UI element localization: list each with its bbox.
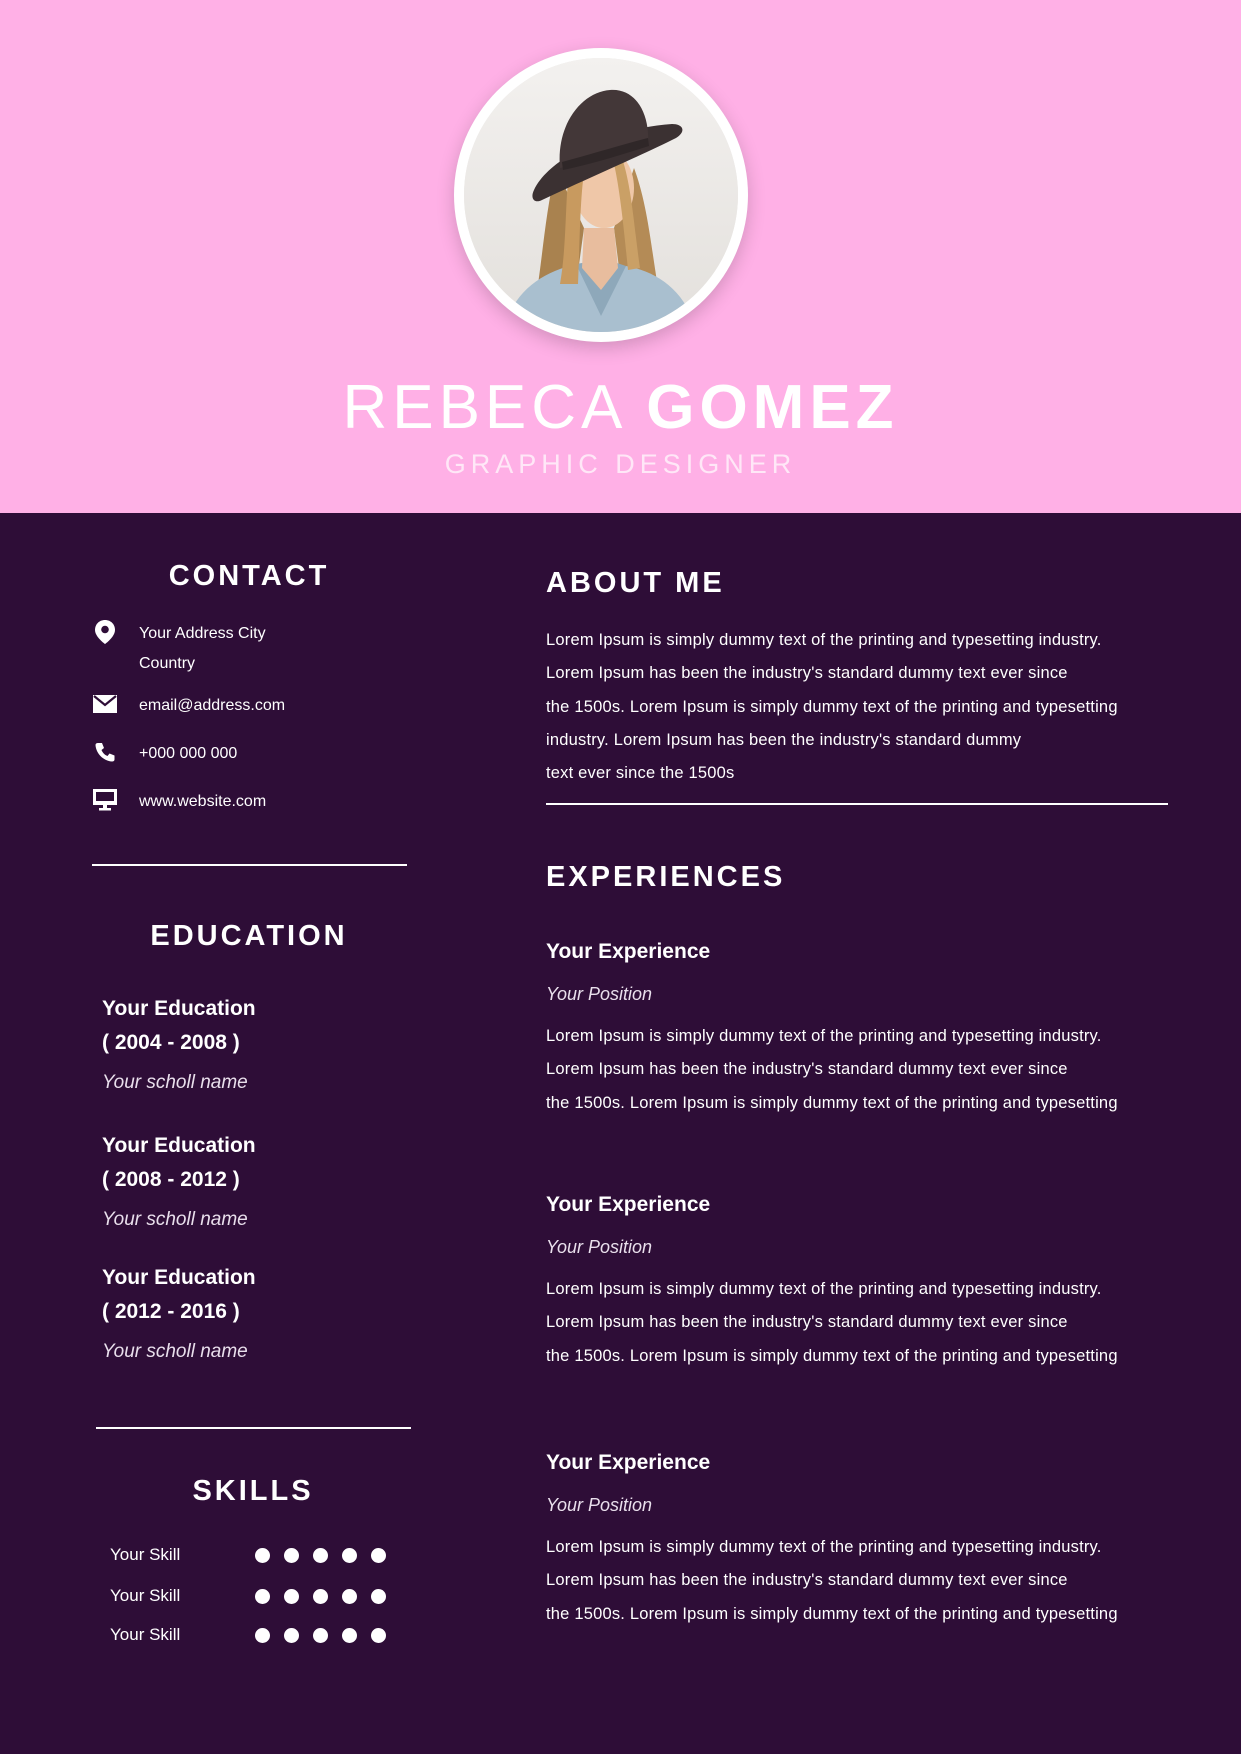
skill-row	[110, 1620, 400, 1650]
education-name: Your Education	[102, 1134, 256, 1157]
first-name: REBECA	[342, 373, 624, 442]
envelope-icon	[92, 691, 118, 717]
education-years: ( 2004 - 2008 )	[102, 1031, 240, 1054]
phone-icon	[92, 739, 118, 765]
experience-line: Lorem Ipsum is simply dummy text of the printing and typesetting industry.	[546, 1538, 1102, 1556]
education-years: ( 2012 - 2016 )	[102, 1300, 240, 1323]
experiences-heading: EXPERIENCES	[546, 861, 786, 893]
skill-dot	[284, 1548, 299, 1563]
experience-line: Lorem Ipsum has been the industry's standard dummy text ever since	[546, 1060, 1068, 1079]
skill-dot	[313, 1628, 328, 1643]
experience-line: Lorem Ipsum has been the industry's standard dummy text ever since	[546, 1571, 1068, 1590]
school-name: Your scholl name	[102, 1209, 248, 1230]
experience-title: Your Experience	[546, 940, 711, 963]
skill-dot	[313, 1589, 328, 1604]
skill-dot	[342, 1589, 357, 1604]
experience-position: Your Position	[546, 984, 653, 1004]
school-name: Your scholl name	[102, 1341, 248, 1362]
skill-dot	[255, 1628, 270, 1643]
last-name: GOMEZ	[646, 373, 899, 442]
contact-divider	[92, 864, 407, 866]
contact-heading: CONTACT	[168, 560, 330, 592]
skill-dot	[284, 1589, 299, 1604]
header-band	[0, 0, 1241, 513]
skill-row	[110, 1540, 400, 1570]
experience-line: the 1500s. Lorem Ipsum is simply dummy text of the printing and typesetting	[546, 1093, 1118, 1112]
education-item	[102, 1261, 432, 1369]
skill-level-dots	[255, 1589, 400, 1604]
about-text	[546, 624, 1196, 790]
education-divider	[96, 1427, 411, 1429]
experience-description	[546, 1531, 1196, 1631]
school-name: Your scholl name	[102, 1072, 248, 1093]
about-line: industry. Lorem Ipsum has been the industry's standard dummy	[546, 730, 1022, 749]
skill-label: Your Skill	[110, 1586, 181, 1605]
experience-description	[546, 1273, 1196, 1373]
skill-dot	[371, 1589, 386, 1604]
experience-position: Your Position	[546, 1237, 653, 1257]
education-years: ( 2008 - 2012 )	[102, 1168, 240, 1191]
profile-photo	[464, 58, 738, 332]
address-line-2: Country	[139, 655, 196, 672]
website-text[interactable]: www.website.com	[139, 793, 267, 810]
skill-dot	[255, 1589, 270, 1604]
education-item	[102, 992, 432, 1100]
about-line: the 1500s. Lorem Ipsum is simply dummy text of the printing and typesetting	[546, 697, 1118, 716]
skill-label: Your Skill	[110, 1545, 181, 1564]
experience-description	[546, 1020, 1196, 1120]
skill-dot	[371, 1548, 386, 1563]
experience-position: Your Position	[546, 1495, 653, 1515]
about-line: text ever since the 1500s	[546, 764, 735, 783]
experience-title: Your Experience	[546, 1451, 711, 1474]
about-line: Lorem Ipsum is simply dummy text of the printing and typesetting industry.	[546, 631, 1102, 649]
contact-email	[92, 691, 285, 721]
contact-address	[92, 619, 266, 679]
contact-website	[92, 787, 266, 817]
skill-dot	[284, 1628, 299, 1643]
education-item	[102, 1129, 432, 1237]
experience-title: Your Experience	[546, 1193, 711, 1216]
address-text	[139, 619, 266, 679]
skills-heading: SKILLS	[192, 1475, 314, 1507]
experience-line: Lorem Ipsum is simply dummy text of the printing and typesetting industry.	[546, 1280, 1102, 1298]
about-line: Lorem Ipsum has been the industry's standard dummy text ever since	[546, 664, 1068, 683]
experience-line: the 1500s. Lorem Ipsum is simply dummy text of the printing and typesetting	[546, 1346, 1118, 1365]
address-line-1: Your Address City	[139, 625, 266, 642]
skill-dot	[342, 1548, 357, 1563]
monitor-icon	[92, 787, 118, 813]
contact-phone	[92, 739, 237, 769]
job-title: GRAPHIC DESIGNER	[444, 449, 797, 479]
skill-dot	[371, 1628, 386, 1643]
location-pin-icon	[92, 619, 118, 645]
skill-dot	[255, 1548, 270, 1563]
skill-dot	[342, 1628, 357, 1643]
skill-label: Your Skill	[110, 1625, 181, 1644]
phone-text: +000 000 000	[139, 745, 238, 762]
experience-line: Lorem Ipsum has been the industry's standard dummy text ever since	[546, 1313, 1068, 1332]
email-text[interactable]: email@address.com	[139, 697, 286, 714]
education-name: Your Education	[102, 1266, 256, 1289]
skill-dot	[313, 1548, 328, 1563]
skill-level-dots	[255, 1628, 400, 1643]
skill-row	[110, 1581, 400, 1611]
education-heading: EDUCATION	[150, 920, 348, 952]
skill-level-dots	[255, 1548, 400, 1563]
profile-photo-frame	[454, 48, 748, 342]
about-divider	[546, 803, 1168, 805]
experience-line: Lorem Ipsum is simply dummy text of the printing and typesetting industry.	[546, 1027, 1102, 1045]
education-name: Your Education	[102, 997, 256, 1020]
about-heading: ABOUT ME	[546, 567, 725, 599]
experience-line: the 1500s. Lorem Ipsum is simply dummy text of the printing and typesetting	[546, 1604, 1118, 1623]
full-name	[0, 372, 1241, 444]
